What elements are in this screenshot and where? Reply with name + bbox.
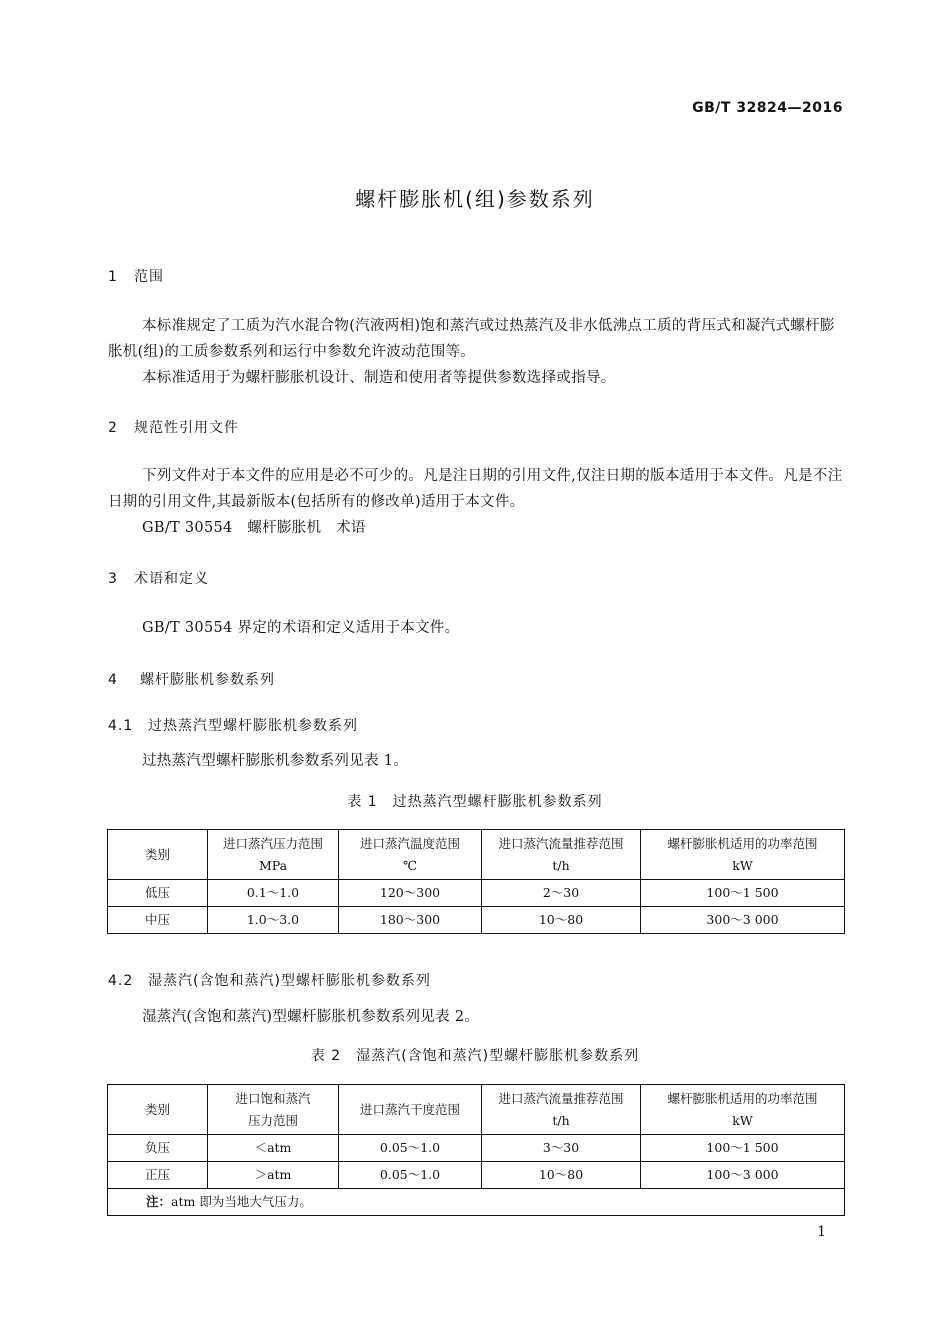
section-title: 湿蒸汽(含饱和蒸汽)型螺杆膨胀机参数系列 [148,973,431,989]
section-number: 4.2 [108,973,134,989]
table-cell: 0.05～1.0 [339,1162,482,1189]
table-note-row [108,1189,845,1216]
table-cell: ＞atm [208,1162,339,1189]
table-cell: 10～80 [482,907,641,934]
table-row [108,880,845,907]
section-4-1-heading [108,715,358,735]
section-4-2-heading [108,970,431,990]
table-cell: 负压 [108,1135,208,1162]
table-cell: 0.05～1.0 [339,1135,482,1162]
section-4-2-paragraph: 湿蒸汽(含饱和蒸汽)型螺杆膨胀机参数系列见表 2。 [142,1009,480,1025]
table-row [108,1162,845,1189]
table-row [108,1135,845,1162]
section-number: 3 [108,571,118,587]
table-cell: ＜atm [208,1135,339,1162]
table-1 [107,829,845,934]
table-cell: 100～3 000 [641,1162,845,1189]
section-3-heading [108,568,209,588]
header-cell: 类别 [108,830,208,880]
note-text: atm 即为当地大气压力。 [171,1194,312,1209]
section-number: 4.1 [108,718,134,734]
table-cell: 100～1 500 [641,1135,845,1162]
header-cell: 进口饱和蒸汽 压力范围 [208,1085,339,1135]
header-cell: 进口蒸汽温度范围 ℃ [339,830,482,880]
table-cell: 正压 [108,1162,208,1189]
table-cell: 120～300 [339,880,482,907]
header-cell: 螺杆膨胀机适用的功率范围 kW [641,830,845,880]
section-1-paragraph-1: 本标准规定了工质为汽水混合物(汽液两相)饱和蒸汽或过热蒸汽及非水低沸点工质的背压式和凝汽式螺杆膨胀机(组)的工质参数系列和运行中参数允许波动范围等。 [108,318,835,360]
table-cell: 10～80 [482,1162,641,1189]
section-4-1-paragraph: 过热蒸汽型螺杆膨胀机参数系列见表 1。 [142,753,409,769]
header-cell: 进口蒸汽流量推荐范围 t/h [482,830,641,880]
section-title: 规范性引用文件 [134,420,239,436]
section-number: 4 [108,672,118,688]
header-cell: 类别 [108,1085,208,1135]
table-cell: 0.1～1.0 [208,880,339,907]
section-title: 范围 [134,269,164,285]
page-number: 1 [817,1224,826,1240]
section-4-heading [108,669,275,689]
table-cell: 180～300 [339,907,482,934]
header-cell: 进口蒸汽压力范围 MPa [208,830,339,880]
note-label: 注： [146,1194,172,1209]
table-cell: 100～1 500 [641,880,845,907]
standard-code: GB/T 32824—2016 [692,100,843,116]
table-cell: 300～3 000 [641,907,845,934]
table-2-caption: 表 2 湿蒸汽(含饱和蒸汽)型螺杆膨胀机参数系列 [310,1048,640,1064]
table-cell: 中压 [108,907,208,934]
table-cell: 1.0～3.0 [208,907,339,934]
section-title: 螺杆膨胀机参数系列 [140,672,275,688]
table-header-row [108,1085,845,1135]
table-cell: 低压 [108,880,208,907]
table-cell: 3～30 [482,1135,641,1162]
table-row [108,907,845,934]
header-cell: 进口蒸汽流量推荐范围 t/h [482,1085,641,1135]
section-1-paragraph-2: 本标准适用于为螺杆膨胀机设计、制造和使用者等提供参数选择或指导。 [142,370,616,386]
normative-reference: GB/T 30554 螺杆膨胀机 术语 [142,520,366,536]
header-cell: 螺杆膨胀机适用的功率范围 kW [641,1085,845,1135]
table-header-row [108,830,845,880]
section-number: 1 [108,269,118,285]
table-cell: 2～30 [482,880,641,907]
section-2-paragraph-1: 下列文件对于本文件的应用是必不可少的。凡是注日期的引用文件,仅注日期的版本适用于本文件。凡是不注日期的引用文件,其最新版本(包括所有的修改单)适用于本文件。 [108,468,843,510]
section-2-heading [108,417,239,437]
document-title: 螺杆膨胀机(组)参数系列 [355,187,595,211]
table-2 [107,1084,845,1216]
table-1-caption: 表 1 过热蒸汽型螺杆膨胀机参数系列 [347,794,603,810]
table-note [108,1189,845,1216]
section-number: 2 [108,420,118,436]
section-title: 术语和定义 [134,571,209,587]
section-1-heading [108,266,164,286]
section-title: 过热蒸汽型螺杆膨胀机参数系列 [148,718,358,734]
section-3-paragraph-1: GB/T 30554 界定的术语和定义适用于本文件。 [142,620,460,636]
header-cell: 进口蒸汽干度范围 [339,1085,482,1135]
